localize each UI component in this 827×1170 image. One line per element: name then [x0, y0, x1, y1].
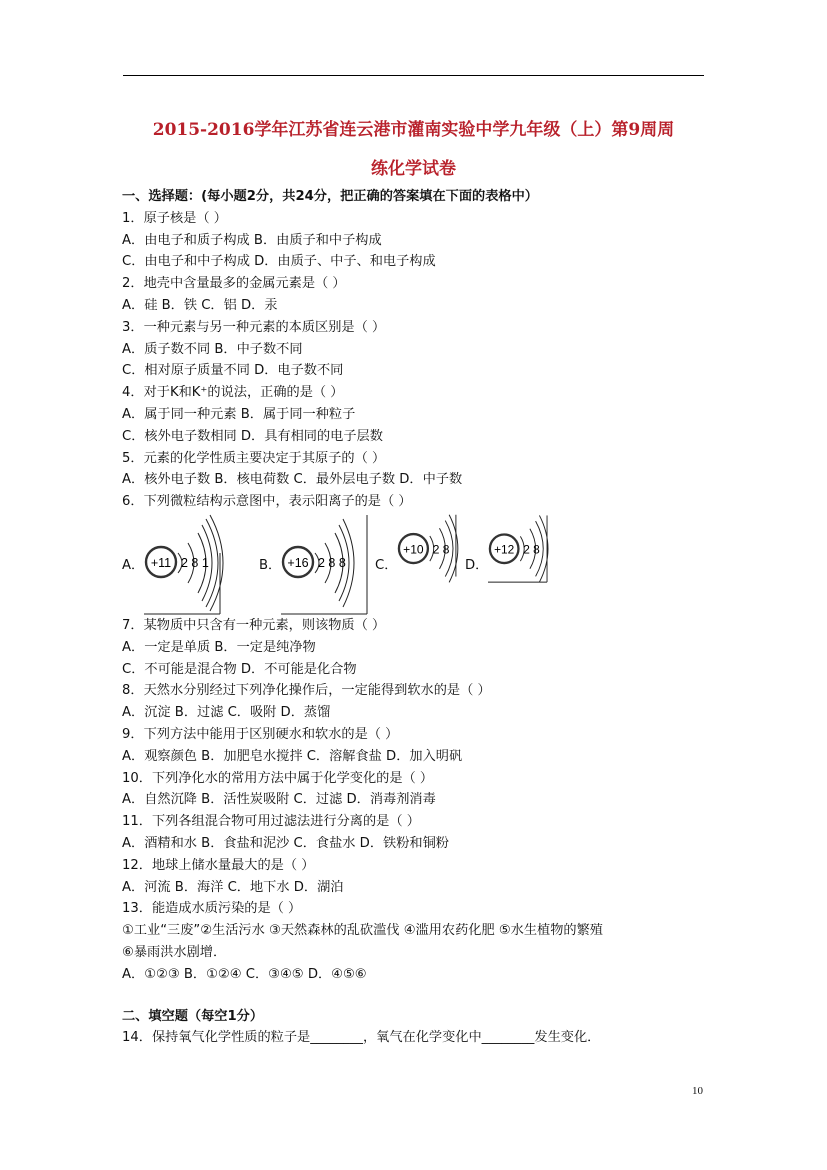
q6-diagram-options	[122, 513, 722, 615]
q6-option-a	[122, 513, 259, 615]
q14-stem: 14．保持氧气化学性质的粒子是________，氧气在化学变化中________发生变化．	[122, 1030, 601, 1046]
q9-stem: 9．下列方法中能用于区别硬水和软水的是（ ）	[122, 726, 399, 742]
q12-stem: 12．地球上储水量最大的是（ ）	[122, 857, 315, 873]
q12-options: A．河流 B．海洋 C．地下水 D．湖泊	[122, 879, 344, 895]
atom-a-shells: 2 8 1	[181, 555, 210, 570]
atom-b-nucleus: +16	[287, 555, 309, 570]
q8-options: A．沉淀 B．过滤 C．吸附 D．蒸馏	[122, 705, 331, 721]
q6-option-c	[375, 513, 465, 615]
q10-stem: 10．下列净化水的常用方法中属于化学变化的是（ ）	[122, 770, 434, 786]
atom-d-nucleus: +12	[494, 542, 515, 557]
q9-options: A．观察颜色 B．加肥皂水搅拌 C．溶解食盐 D．加入明矾	[122, 748, 463, 764]
exam-title-line2: 练化学试卷	[371, 159, 456, 179]
atom-diagram-c	[397, 513, 465, 615]
q2-stem: 2．地壳中含量最多的金属元素是（ ）	[122, 276, 346, 292]
q4-options-ab: A．属于同一种元素 B．属于同一种粒子	[122, 406, 356, 422]
q10-options: A．自然沉降 B．活性炭吸附 C．过滤 D．消毒剂消毒	[122, 792, 436, 808]
q11-stem: 11．下列各组混合物可用过滤法进行分离的是（ ）	[122, 814, 420, 830]
atom-b-shells: 2 8 8	[318, 555, 347, 570]
q13-stem: 13．能造成水质污染的是（ ）	[122, 901, 302, 917]
q3-options-ab: A．质子数不同 B．中子数不同	[122, 341, 303, 357]
q6-option-d	[465, 513, 555, 615]
q8-stem: 8．天然水分别经过下列净化操作后，一定能得到软水的是（ ）	[122, 683, 491, 699]
q6-option-c-label: C．	[375, 558, 398, 574]
q6-option-b-label: B．	[259, 558, 282, 574]
q7-options-cd: C．不可能是混合物 D．不可能是化合物	[122, 661, 357, 677]
q3-stem: 3．一种元素与另一种元素的本质区别是（ ）	[122, 319, 386, 335]
q13-items-line1: ①工业“三废”②生活污水 ③天然森林的乱砍滥伐 ④滥用农药化肥 ⑤水生植物的繁殖	[122, 923, 603, 939]
q4-stem: 4．对于K和K⁺的说法，正确的是（ ）	[122, 385, 344, 401]
q6-option-d-label: D．	[465, 558, 489, 574]
q5-stem: 5．元素的化学性质主要决定于其原子的（ ）	[122, 450, 386, 466]
q7-stem: 7．某物质中只含有一种元素，则该物质（ ）	[122, 617, 386, 633]
atom-c-shells: 2 8	[433, 542, 450, 557]
header-rule	[123, 75, 704, 76]
q2-options: A．硅 B．铁 C．铝 D．汞	[122, 297, 278, 313]
exam-body	[122, 186, 722, 1049]
q1-options-ab: A．由电子和质子构成 B．由质子和中子构成	[122, 232, 382, 248]
atom-diagram-a	[144, 513, 254, 615]
atom-c-nucleus: +10	[403, 542, 425, 557]
q7-options-ab: A．一定是单质 B．一定是纯净物	[122, 639, 316, 655]
q6-stem: 6．下列微粒结构示意图中，表示阳离子的是（ ）	[122, 494, 412, 510]
section-1-heading: 一、选择题：(每小题2分，共24分，把正确的答案填在下面的表格中）	[122, 189, 538, 204]
q6-option-b	[259, 513, 375, 615]
atom-a-nucleus: +11	[151, 555, 172, 570]
q11-options: A．酒精和水 B．食盐和泥沙 C．食盐水 D．铁粉和铜粉	[122, 835, 449, 851]
q13-options: A．①②③ B．①②④ C．③④⑤ D．④⑤⑥	[122, 966, 367, 982]
section-gap	[122, 986, 722, 1006]
q6-option-a-label: A．	[122, 558, 145, 574]
q1-options-cd: C．由电子和中子构成 D．由质子、中子、和电子构成	[122, 254, 436, 270]
q5-options: A．核外电子数 B．核电荷数 C．最外层电子数 D．中子数	[122, 472, 463, 488]
q13-items-line2: ⑥暴雨洪水剧增．	[122, 944, 227, 960]
atom-diagram-d	[488, 513, 555, 615]
q1-stem: 1．原子核是（ ）	[122, 210, 227, 226]
page-number: 10	[692, 1085, 703, 1097]
exam-title-line1: 2015-2016学年江苏省连云港市灌南实验中学九年级（上）第9周周	[152, 120, 675, 140]
atom-diagram-b	[281, 513, 373, 615]
q4-options-cd: C．核外电子数相同 D．具有相同的电子层数	[122, 428, 383, 444]
q3-options-cd: C．相对原子质量不同 D．电子数不同	[122, 363, 344, 379]
section-2-heading: 二、填空题（每空1分）	[122, 1008, 264, 1024]
atom-d-shells: 2 8	[523, 542, 541, 557]
